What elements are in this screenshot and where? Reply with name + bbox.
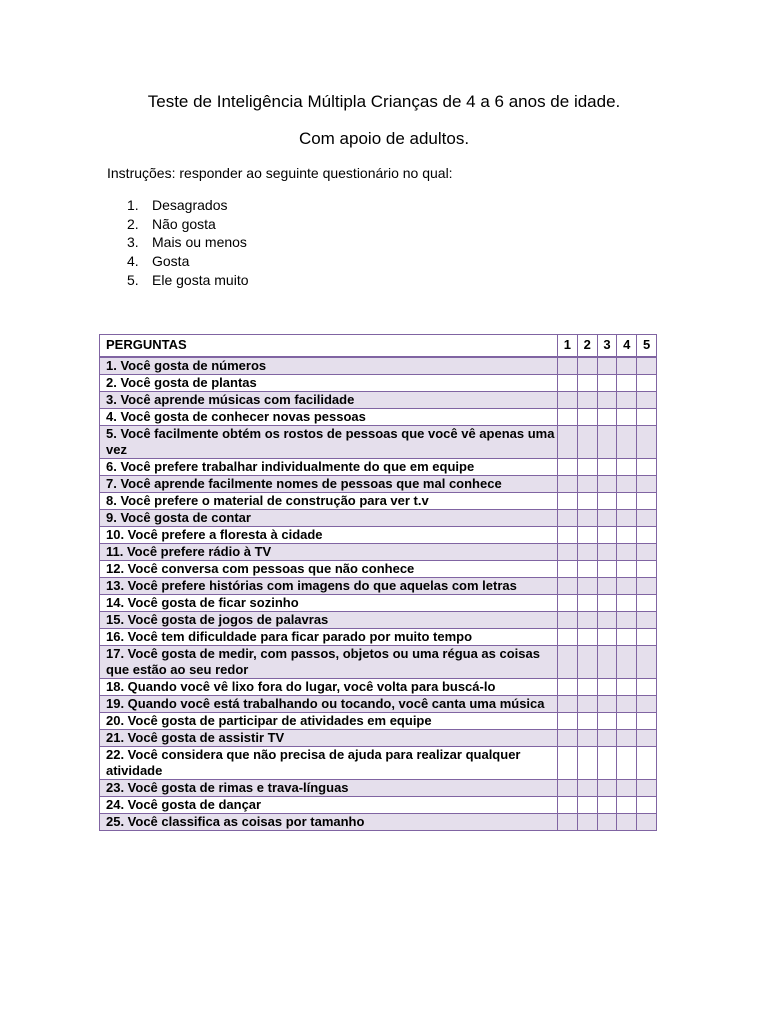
question-cell: 8. Você prefere o material de construção para ver t.v (100, 493, 558, 510)
answer-checkbox-cell[interactable] (617, 730, 637, 747)
answer-checkbox-cell[interactable] (558, 780, 578, 797)
answer-checkbox-cell[interactable] (577, 409, 597, 426)
answer-checkbox-cell[interactable] (597, 544, 617, 561)
question-cell: 25. Você classifica as coisas por tamanho (100, 814, 558, 831)
answer-checkbox-cell[interactable] (617, 409, 637, 426)
answer-checkbox-cell[interactable] (597, 578, 617, 595)
instructions-text: Instruções: responder ao seguinte questionário no qual: (107, 165, 453, 181)
answer-checkbox-cell[interactable] (577, 476, 597, 493)
rating-option-number: 3. (127, 234, 139, 251)
answer-checkbox-cell[interactable] (597, 527, 617, 544)
answer-checkbox-cell[interactable] (597, 476, 617, 493)
answer-checkbox-cell[interactable] (637, 476, 657, 493)
answer-checkbox-cell[interactable] (637, 595, 657, 612)
answer-checkbox-cell[interactable] (577, 595, 597, 612)
answer-checkbox-cell[interactable] (577, 561, 597, 578)
table-row (100, 679, 657, 696)
answer-checkbox-cell[interactable] (558, 612, 578, 629)
answer-checkbox-cell[interactable] (558, 357, 578, 375)
answer-checkbox-cell[interactable] (558, 527, 578, 544)
answer-checkbox-cell[interactable] (637, 510, 657, 527)
rating-option-number: 4. (127, 253, 139, 270)
rating-option-number: 1. (127, 197, 139, 213)
answer-checkbox-cell[interactable] (597, 459, 617, 476)
rating-column-header: 1 (558, 335, 578, 358)
answer-checkbox-cell[interactable] (577, 426, 597, 459)
answer-checkbox-cell[interactable] (577, 797, 597, 814)
answer-checkbox-cell[interactable] (617, 713, 637, 730)
table-row (100, 780, 657, 797)
answer-checkbox-cell[interactable] (637, 797, 657, 814)
answer-checkbox-cell[interactable] (558, 375, 578, 392)
answer-checkbox-cell[interactable] (558, 814, 578, 831)
table-row (100, 493, 657, 510)
question-cell: 10. Você prefere a floresta à cidade (100, 527, 558, 544)
answer-checkbox-cell[interactable] (577, 696, 597, 713)
answer-checkbox-cell[interactable] (637, 375, 657, 392)
answer-checkbox-cell[interactable] (617, 561, 637, 578)
table-row (100, 696, 657, 713)
questionnaire-table (99, 334, 657, 831)
table-row (100, 713, 657, 730)
answer-checkbox-cell[interactable] (637, 629, 657, 646)
question-cell: 15. Você gosta de jogos de palavras (100, 612, 558, 629)
answer-checkbox-cell[interactable] (597, 629, 617, 646)
rating-option (127, 233, 249, 252)
table-row (100, 527, 657, 544)
rating-column-header: 5 (637, 335, 657, 358)
answer-checkbox-cell[interactable] (637, 392, 657, 409)
answer-checkbox-cell[interactable] (617, 646, 637, 679)
table-row (100, 426, 657, 459)
answer-checkbox-cell[interactable] (558, 544, 578, 561)
rating-column-header: 3 (597, 335, 617, 358)
table-row (100, 392, 657, 409)
answer-checkbox-cell[interactable] (558, 679, 578, 696)
answer-checkbox-cell[interactable] (617, 595, 637, 612)
answer-checkbox-cell[interactable] (637, 493, 657, 510)
question-cell: 23. Você gosta de rimas e trava-línguas (100, 780, 558, 797)
table-row (100, 357, 657, 375)
answer-checkbox-cell[interactable] (617, 814, 637, 831)
question-cell: 3. Você aprende músicas com facilidade (100, 392, 558, 409)
answer-checkbox-cell[interactable] (577, 459, 597, 476)
answer-checkbox-cell[interactable] (637, 409, 657, 426)
answer-checkbox-cell[interactable] (577, 493, 597, 510)
answer-checkbox-cell[interactable] (617, 696, 637, 713)
answer-checkbox-cell[interactable] (597, 679, 617, 696)
table-row (100, 629, 657, 646)
table-row (100, 544, 657, 561)
question-cell: 6. Você prefere trabalhar individualmente do que em equipe (100, 459, 558, 476)
answer-checkbox-cell[interactable] (637, 527, 657, 544)
answer-checkbox-cell[interactable] (617, 612, 637, 629)
rating-option-number: 5. (127, 271, 139, 288)
answer-checkbox-cell[interactable] (597, 713, 617, 730)
rating-option (127, 271, 249, 290)
answer-checkbox-cell[interactable] (597, 510, 617, 527)
question-cell: 16. Você tem dificuldade para ficar parado por muito tempo (100, 629, 558, 646)
question-cell: 5. Você facilmente obtém os rostos de pessoas que você vê apenas uma vez (100, 426, 558, 459)
document-title: Teste de Inteligência Múltipla Crianças de 4 a 6 anos de idade. (147, 92, 621, 111)
answer-checkbox-cell[interactable] (558, 730, 578, 747)
question-cell: 12. Você conversa com pessoas que não conhece (100, 561, 558, 578)
answer-checkbox-cell[interactable] (597, 814, 617, 831)
answer-checkbox-cell[interactable] (597, 409, 617, 426)
answer-checkbox-cell[interactable] (617, 375, 637, 392)
answer-checkbox-cell[interactable] (617, 780, 637, 797)
answer-checkbox-cell[interactable] (637, 357, 657, 375)
answer-checkbox-cell[interactable] (617, 426, 637, 459)
rating-option-label: Não gosta (152, 215, 216, 232)
question-cell: 7. Você aprende facilmente nomes de pessoas que mal conhece (100, 476, 558, 493)
answer-checkbox-cell[interactable] (617, 747, 637, 780)
table-row (100, 476, 657, 493)
answer-checkbox-cell[interactable] (558, 459, 578, 476)
answer-checkbox-cell[interactable] (637, 713, 657, 730)
rating-scale-list (127, 196, 249, 289)
answer-checkbox-cell[interactable] (637, 780, 657, 797)
question-cell: 17. Você gosta de medir, com passos, objetos ou uma régua as coisas que estão ao seu redor (100, 646, 558, 679)
answer-checkbox-cell[interactable] (558, 426, 578, 459)
answer-checkbox-cell[interactable] (577, 780, 597, 797)
answer-checkbox-cell[interactable] (558, 476, 578, 493)
answer-checkbox-cell[interactable] (558, 696, 578, 713)
answer-checkbox-cell[interactable] (617, 527, 637, 544)
question-cell: 14. Você gosta de ficar sozinho (100, 595, 558, 612)
answer-checkbox-cell[interactable] (577, 527, 597, 544)
table-row (100, 612, 657, 629)
answer-checkbox-cell[interactable] (558, 578, 578, 595)
table-row (100, 814, 657, 831)
rating-option-label: Gosta (152, 253, 190, 270)
answer-checkbox-cell[interactable] (597, 493, 617, 510)
answer-checkbox-cell[interactable] (558, 493, 578, 510)
question-cell: 24. Você gosta de dançar (100, 797, 558, 814)
table-row (100, 646, 657, 679)
answer-checkbox-cell[interactable] (617, 797, 637, 814)
answer-checkbox-cell[interactable] (597, 747, 617, 780)
answer-checkbox-cell[interactable] (577, 747, 597, 780)
rating-option-label: Ele gosta muito (152, 271, 249, 288)
answer-checkbox-cell[interactable] (558, 629, 578, 646)
answer-checkbox-cell[interactable] (637, 561, 657, 578)
answer-checkbox-cell[interactable] (637, 747, 657, 780)
answer-checkbox-cell[interactable] (558, 646, 578, 679)
table-row (100, 459, 657, 476)
answer-checkbox-cell[interactable] (637, 544, 657, 561)
question-cell: 1. Você gosta de números (100, 357, 558, 375)
answer-checkbox-cell[interactable] (597, 426, 617, 459)
rating-option (127, 252, 249, 271)
answer-checkbox-cell[interactable] (637, 679, 657, 696)
question-cell: 22. Você considera que não precisa de ajuda para realizar qualquer atividade (100, 747, 558, 780)
answer-checkbox-cell[interactable] (617, 392, 637, 409)
answer-checkbox-cell[interactable] (577, 814, 597, 831)
answer-checkbox-cell[interactable] (577, 679, 597, 696)
answer-checkbox-cell[interactable] (617, 476, 637, 493)
question-cell: 13. Você prefere histórias com imagens do que aquelas com letras (100, 578, 558, 595)
answer-checkbox-cell[interactable] (617, 544, 637, 561)
answer-checkbox-cell[interactable] (558, 713, 578, 730)
answer-checkbox-cell[interactable] (637, 612, 657, 629)
answer-checkbox-cell[interactable] (597, 797, 617, 814)
table-row (100, 578, 657, 595)
answer-checkbox-cell[interactable] (558, 797, 578, 814)
answer-checkbox-cell[interactable] (577, 730, 597, 747)
question-cell: 21. Você gosta de assistir TV (100, 730, 558, 747)
answer-checkbox-cell[interactable] (637, 814, 657, 831)
table-row (100, 375, 657, 392)
answer-checkbox-cell[interactable] (637, 578, 657, 595)
answer-checkbox-cell[interactable] (637, 426, 657, 459)
answer-checkbox-cell[interactable] (577, 510, 597, 527)
answer-checkbox-cell[interactable] (577, 392, 597, 409)
answer-checkbox-cell[interactable] (597, 696, 617, 713)
answer-checkbox-cell[interactable] (558, 747, 578, 780)
answer-checkbox-cell[interactable] (597, 392, 617, 409)
answer-checkbox-cell[interactable] (637, 696, 657, 713)
answer-checkbox-cell[interactable] (597, 595, 617, 612)
table-row (100, 747, 657, 780)
rating-option-number: 2. (127, 215, 139, 232)
table-row (100, 595, 657, 612)
rating-option-label: Desagrados (152, 197, 228, 213)
document-subtitle: Com apoio de adultos. (298, 129, 470, 148)
answer-checkbox-cell[interactable] (617, 510, 637, 527)
rating-option (127, 196, 249, 215)
answer-checkbox-cell[interactable] (597, 375, 617, 392)
answer-checkbox-cell[interactable] (577, 544, 597, 561)
rating-option-label: Mais ou menos (152, 234, 247, 251)
answer-checkbox-cell[interactable] (637, 730, 657, 747)
answer-checkbox-cell[interactable] (558, 392, 578, 409)
rating-column-header: 2 (577, 335, 597, 358)
answer-checkbox-cell[interactable] (597, 357, 617, 375)
rating-column-header: 4 (617, 335, 637, 358)
answer-checkbox-cell[interactable] (577, 713, 597, 730)
question-cell: 11. Você prefere rádio à TV (100, 544, 558, 561)
question-cell: 20. Você gosta de participar de atividades em equipe (100, 713, 558, 730)
answer-checkbox-cell[interactable] (597, 561, 617, 578)
question-cell: 19. Quando você está trabalhando ou tocando, você canta uma música (100, 696, 558, 713)
answer-checkbox-cell[interactable] (617, 459, 637, 476)
answer-checkbox-cell[interactable] (577, 612, 597, 629)
answer-checkbox-cell[interactable] (597, 780, 617, 797)
table-row (100, 510, 657, 527)
answer-checkbox-cell[interactable] (558, 409, 578, 426)
table-row (100, 561, 657, 578)
answer-checkbox-cell[interactable] (577, 629, 597, 646)
answer-checkbox-cell[interactable] (577, 578, 597, 595)
answer-checkbox-cell[interactable] (617, 629, 637, 646)
answer-checkbox-cell[interactable] (558, 561, 578, 578)
answer-checkbox-cell[interactable] (577, 646, 597, 679)
rating-option (127, 215, 249, 234)
answer-checkbox-cell[interactable] (617, 493, 637, 510)
answer-checkbox-cell[interactable] (637, 646, 657, 679)
answer-checkbox-cell[interactable] (617, 679, 637, 696)
table-row (100, 730, 657, 747)
table-row (100, 797, 657, 814)
question-cell: 2. Você gosta de plantas (100, 375, 558, 392)
questions-header: PERGUNTAS (100, 335, 558, 358)
answer-checkbox-cell[interactable] (597, 730, 617, 747)
table-row (100, 409, 657, 426)
answer-checkbox-cell[interactable] (597, 646, 617, 679)
answer-checkbox-cell[interactable] (558, 595, 578, 612)
answer-checkbox-cell[interactable] (617, 578, 637, 595)
answer-checkbox-cell[interactable] (577, 375, 597, 392)
answer-checkbox-cell[interactable] (577, 357, 597, 375)
question-cell: 4. Você gosta de conhecer novas pessoas (100, 409, 558, 426)
answer-checkbox-cell[interactable] (637, 459, 657, 476)
answer-checkbox-cell[interactable] (558, 510, 578, 527)
question-cell: 9. Você gosta de contar (100, 510, 558, 527)
answer-checkbox-cell[interactable] (617, 357, 637, 375)
question-cell: 18. Quando você vê lixo fora do lugar, você volta para buscá-lo (100, 679, 558, 696)
answer-checkbox-cell[interactable] (597, 612, 617, 629)
